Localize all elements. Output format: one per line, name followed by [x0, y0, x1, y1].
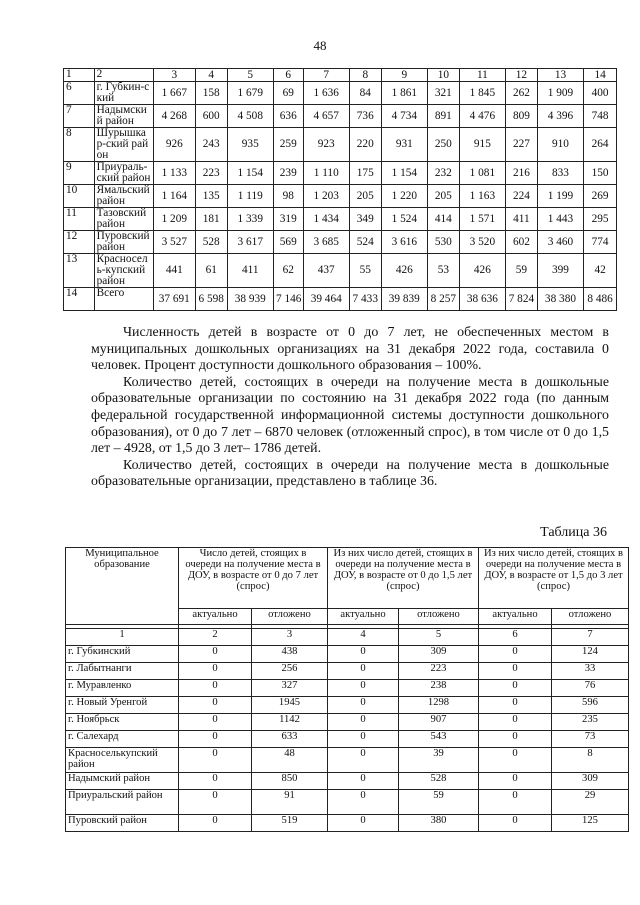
paragraph: Количество детей, состоящих в очереди на получение места в дошкольные образовательные организации по состоянию на 31 декабря 2022 года (по данным федеральной государственной информационной системы доступности дошкольного образования), от 0 до 7 лет – 6870 человек (отложенный спрос), в том числе от 0 до 1,5 лет – 4928, от 1,5 до 3 лет– 1786 детей. [91, 374, 609, 457]
table-caption: Таблица 36 [540, 525, 607, 540]
municipality-name: г. Лабытнанги [66, 663, 179, 680]
table-cell: 238 [399, 680, 479, 697]
table-cell: 1142 [252, 714, 328, 731]
table-cell: 0 [179, 697, 252, 714]
queue-table [65, 547, 629, 832]
table-cell: 399 [537, 254, 583, 288]
table-cell: 98 [273, 185, 303, 208]
table-cell: 0 [179, 790, 252, 815]
table-cell: 1 339 [227, 208, 273, 231]
table-cell: 524 [349, 231, 381, 254]
table-cell: 530 [428, 231, 460, 254]
table-cell: 0 [479, 680, 552, 697]
column-number: 9 [381, 69, 427, 82]
table-cell: 774 [584, 231, 617, 254]
table-cell: 891 [428, 105, 460, 128]
table-cell: 0 [479, 697, 552, 714]
municipality-name: Пуровский район [94, 231, 153, 254]
table-cell: 0 [328, 748, 399, 773]
municipality-name: Красносель-купский район [94, 254, 153, 288]
table-cell: 239 [273, 162, 303, 185]
table-cell: 0 [328, 790, 399, 815]
header-group-1.5-3: Из них число детей, стоящих в очереди на получение места в ДОУ, в возрасте от 1,5 до 3 лет (спрос) [479, 548, 629, 609]
table-cell: 411 [506, 208, 538, 231]
table-cell: 1 199 [537, 185, 583, 208]
table-cell: 0 [479, 646, 552, 663]
column-number: 1 [64, 69, 95, 82]
table-cell: 3 616 [381, 231, 427, 254]
table-cell: 42 [584, 254, 617, 288]
table-cell: 0 [328, 773, 399, 790]
municipality-name: г. Новый Уренгой [66, 697, 179, 714]
table-cell: 736 [349, 105, 381, 128]
column-number: 1 [66, 629, 179, 646]
municipality-name: Шурышкар-ский район [94, 128, 153, 162]
municipality-name: Приуральский район [66, 790, 179, 815]
table-cell: 8 257 [428, 288, 460, 311]
table-cell: 223 [399, 663, 479, 680]
table-cell: 602 [506, 231, 538, 254]
table-cell: 264 [584, 128, 617, 162]
table-cell: 850 [252, 773, 328, 790]
header-municipality: Муниципальное образование [66, 548, 179, 625]
table-cell: 76 [552, 680, 629, 697]
header-group-0-7: Число детей, стоящих в очереди на получение места в ДОУ, в возрасте от 0 до 7 лет (спрос) [179, 548, 328, 609]
table-cell: 0 [479, 714, 552, 731]
table-cell: 250 [428, 128, 460, 162]
table-cell: 0 [328, 680, 399, 697]
table-cell: 1 434 [303, 208, 349, 231]
table-cell: 4 396 [537, 105, 583, 128]
table-cell: 528 [195, 231, 227, 254]
table-cell: 3 520 [459, 231, 505, 254]
table-row [66, 731, 629, 748]
table-cell: 349 [349, 208, 381, 231]
table-cell: 441 [153, 254, 195, 288]
table-cell: 256 [252, 663, 328, 680]
table-cell: 438 [252, 646, 328, 663]
table-cell: 596 [552, 697, 629, 714]
column-number: 3 [153, 69, 195, 82]
table-cell: 0 [479, 790, 552, 815]
table-cell: 181 [195, 208, 227, 231]
table-row [66, 790, 629, 815]
table-cell: 216 [506, 162, 538, 185]
table-cell: 3 460 [537, 231, 583, 254]
row-number: 12 [64, 231, 95, 254]
table-cell: 243 [195, 128, 227, 162]
row-number: 9 [64, 162, 95, 185]
table-row [66, 773, 629, 790]
table-cell: 0 [179, 680, 252, 697]
table-cell: 3 527 [153, 231, 195, 254]
table-cell: 205 [349, 185, 381, 208]
table-cell: 0 [179, 646, 252, 663]
table-cell: 7 433 [349, 288, 381, 311]
table-cell: 0 [328, 697, 399, 714]
header-group-0-1.5: Из них число детей, стоящих в очереди на получение места в ДОУ, в возрасте от 0 до 1,5 лет (спрос) [328, 548, 479, 609]
table-cell: 1 154 [381, 162, 427, 185]
table-cell: 1 524 [381, 208, 427, 231]
column-number: 13 [537, 69, 583, 82]
table-cell: 915 [459, 128, 505, 162]
table-cell: 6 598 [195, 288, 227, 311]
municipality-name: Тазовский район [94, 208, 153, 231]
row-number: 13 [64, 254, 95, 288]
table-cell: 0 [479, 773, 552, 790]
table-cell: 61 [195, 254, 227, 288]
table-cell: 543 [399, 731, 479, 748]
municipality-name: Надымский район [66, 773, 179, 790]
table-cell: 833 [537, 162, 583, 185]
table-cell: 33 [552, 663, 629, 680]
table-cell: 38 380 [537, 288, 583, 311]
table-cell: 600 [195, 105, 227, 128]
table-cell: 380 [399, 815, 479, 832]
table-cell: 38 636 [459, 288, 505, 311]
table-cell: 150 [584, 162, 617, 185]
table-cell: 38 939 [227, 288, 273, 311]
table-cell: 1 203 [303, 185, 349, 208]
table-cell: 809 [506, 105, 538, 128]
table-row [66, 815, 629, 832]
table-row [64, 208, 617, 231]
table-cell: 569 [273, 231, 303, 254]
table-row [64, 254, 617, 288]
table-cell: 907 [399, 714, 479, 731]
table-cell: 309 [552, 773, 629, 790]
table-cell: 1 443 [537, 208, 583, 231]
header-deferred: отложено [552, 609, 629, 625]
column-number: 2 [94, 69, 153, 82]
table-row [66, 680, 629, 697]
table-row [64, 185, 617, 208]
table-cell: 4 476 [459, 105, 505, 128]
table-cell: 73 [552, 731, 629, 748]
page-number: 48 [313, 38, 327, 53]
table-cell: 0 [179, 731, 252, 748]
municipality-name: Приураль-ский район [94, 162, 153, 185]
table-cell: 1 163 [459, 185, 505, 208]
table-cell: 0 [328, 714, 399, 731]
table-cell: 528 [399, 773, 479, 790]
table-row [64, 128, 617, 162]
table-row [66, 714, 629, 731]
table-cell: 7 824 [506, 288, 538, 311]
row-number: 7 [64, 105, 95, 128]
table-row [64, 231, 617, 254]
table-cell: 62 [273, 254, 303, 288]
table-cell: 3 617 [227, 231, 273, 254]
table-cell: 158 [195, 82, 227, 105]
table-cell: 636 [273, 105, 303, 128]
table-cell: 91 [252, 790, 328, 815]
column-number: 11 [459, 69, 505, 82]
table-cell: 926 [153, 128, 195, 162]
column-number: 10 [428, 69, 460, 82]
municipality-name: г. Салехард [66, 731, 179, 748]
table-header-row [64, 69, 617, 82]
table-cell: 1 909 [537, 82, 583, 105]
table-cell: 1 154 [227, 162, 273, 185]
table-cell: 175 [349, 162, 381, 185]
table-cell: 0 [479, 731, 552, 748]
table-cell: 0 [479, 663, 552, 680]
table-cell: 59 [506, 254, 538, 288]
table-cell: 1 220 [381, 185, 427, 208]
table-row [66, 646, 629, 663]
table-cell: 1 571 [459, 208, 505, 231]
table-cell: 1298 [399, 697, 479, 714]
table-cell: 0 [479, 748, 552, 773]
table-row [66, 697, 629, 714]
table-cell: 1 081 [459, 162, 505, 185]
table-cell: 1 845 [459, 82, 505, 105]
table-cell: 327 [252, 680, 328, 697]
row-number: 6 [64, 82, 95, 105]
table-cell: 220 [349, 128, 381, 162]
table-cell: 224 [506, 185, 538, 208]
column-number: 7 [303, 69, 349, 82]
paragraph: Численность детей в возрасте от 0 до 7 лет, не обеспеченных местом в муниципальных дошкольных организациях на 31 декабря 2022 года, составила 0 человек. Процент доступности дошкольного образования – 100%. [91, 325, 609, 374]
municipality-name: Пуровский район [66, 815, 179, 832]
table-cell: 3 685 [303, 231, 349, 254]
table-cell: 923 [303, 128, 349, 162]
row-number: 8 [64, 128, 95, 162]
table-cell: 125 [552, 815, 629, 832]
table-row [66, 748, 629, 773]
table-cell: 259 [273, 128, 303, 162]
column-number: 14 [584, 69, 617, 82]
column-number: 5 [227, 69, 273, 82]
table-cell: 319 [273, 208, 303, 231]
column-number: 6 [273, 69, 303, 82]
municipality-name: г. Ноябрьск [66, 714, 179, 731]
table-cell: 1 209 [153, 208, 195, 231]
table-cell: 59 [399, 790, 479, 815]
table-cell: 269 [584, 185, 617, 208]
table-cell: 0 [179, 748, 252, 773]
table-cell: 4 657 [303, 105, 349, 128]
municipality-name: г. Губкин-ский [94, 82, 153, 105]
table-cell: 1 679 [227, 82, 273, 105]
column-number: 8 [349, 69, 381, 82]
table-cell: 1 119 [227, 185, 273, 208]
table-cell: 426 [459, 254, 505, 288]
table-cell: 205 [428, 185, 460, 208]
table-cell: 39 464 [303, 288, 349, 311]
table-cell: 295 [584, 208, 617, 231]
table-cell: 519 [252, 815, 328, 832]
header-deferred: отложено [252, 609, 328, 625]
table-cell: 1 110 [303, 162, 349, 185]
header-actual: актуально [479, 609, 552, 625]
table-cell: 1945 [252, 697, 328, 714]
header-actual: актуально [179, 609, 252, 625]
table-cell: 8 [552, 748, 629, 773]
table-cell: 931 [381, 128, 427, 162]
regional-statistics-table [63, 68, 617, 311]
municipality-name: г. Муравленко [66, 680, 179, 697]
table-cell: 321 [428, 82, 460, 105]
table-cell: 4 734 [381, 105, 427, 128]
column-number: 4 [195, 69, 227, 82]
column-number: 7 [552, 629, 629, 646]
column-number: 12 [506, 69, 538, 82]
table-row [64, 288, 617, 311]
table-cell: 55 [349, 254, 381, 288]
table-cell: 8 486 [584, 288, 617, 311]
column-number-row [66, 629, 629, 646]
table-cell: 39 [399, 748, 479, 773]
table-cell: 0 [179, 663, 252, 680]
table-cell: 0 [479, 815, 552, 832]
table-row [64, 82, 617, 105]
table-cell: 414 [428, 208, 460, 231]
table-row [64, 105, 617, 128]
table-row [64, 162, 617, 185]
header-deferred: отложено [399, 609, 479, 625]
table-cell: 53 [428, 254, 460, 288]
table-cell: 4 508 [227, 105, 273, 128]
row-number: 10 [64, 185, 95, 208]
table-cell: 223 [195, 162, 227, 185]
table-cell: 0 [179, 773, 252, 790]
table-row [66, 663, 629, 680]
column-number: 4 [328, 629, 399, 646]
municipality-name: Красноселькупский район [66, 748, 179, 773]
table-cell: 0 [328, 815, 399, 832]
table-cell: 910 [537, 128, 583, 162]
table-cell: 235 [552, 714, 629, 731]
row-number: 14 [64, 288, 95, 311]
table-cell: 135 [195, 185, 227, 208]
table-cell: 262 [506, 82, 538, 105]
table-cell: 124 [552, 646, 629, 663]
table-cell: 39 839 [381, 288, 427, 311]
table-cell: 1 636 [303, 82, 349, 105]
table-cell: 227 [506, 128, 538, 162]
table-cell: 7 146 [273, 288, 303, 311]
table-cell: 0 [179, 714, 252, 731]
table-cell: 69 [273, 82, 303, 105]
body-text [91, 325, 609, 491]
column-number: 3 [252, 629, 328, 646]
table-cell: 0 [328, 731, 399, 748]
row-number: 11 [64, 208, 95, 231]
table-cell: 411 [227, 254, 273, 288]
table-cell: 1 861 [381, 82, 427, 105]
municipality-name: г. Губкинский [66, 646, 179, 663]
municipality-name: Всего [94, 288, 153, 311]
table-cell: 1 667 [153, 82, 195, 105]
table-cell: 935 [227, 128, 273, 162]
municipality-name: Надымский район [94, 105, 153, 128]
table-cell: 437 [303, 254, 349, 288]
header-actual: актуально [328, 609, 399, 625]
column-number: 2 [179, 629, 252, 646]
table-cell: 633 [252, 731, 328, 748]
column-number: 5 [399, 629, 479, 646]
table-cell: 37 691 [153, 288, 195, 311]
table-cell: 400 [584, 82, 617, 105]
table-cell: 748 [584, 105, 617, 128]
table-cell: 426 [381, 254, 427, 288]
table-cell: 4 268 [153, 105, 195, 128]
table-cell: 0 [328, 663, 399, 680]
table-cell: 0 [179, 815, 252, 832]
table-cell: 84 [349, 82, 381, 105]
municipality-name: Ямальский район [94, 185, 153, 208]
table-cell: 232 [428, 162, 460, 185]
table-cell: 48 [252, 748, 328, 773]
table-cell: 1 133 [153, 162, 195, 185]
table-cell: 29 [552, 790, 629, 815]
table-cell: 1 164 [153, 185, 195, 208]
paragraph: Количество детей, состоящих в очереди на получение места в дошкольные образовательные организации, представлено в таблице 36. [91, 457, 609, 490]
table-cell: 309 [399, 646, 479, 663]
column-number: 6 [479, 629, 552, 646]
table-cell: 0 [328, 646, 399, 663]
